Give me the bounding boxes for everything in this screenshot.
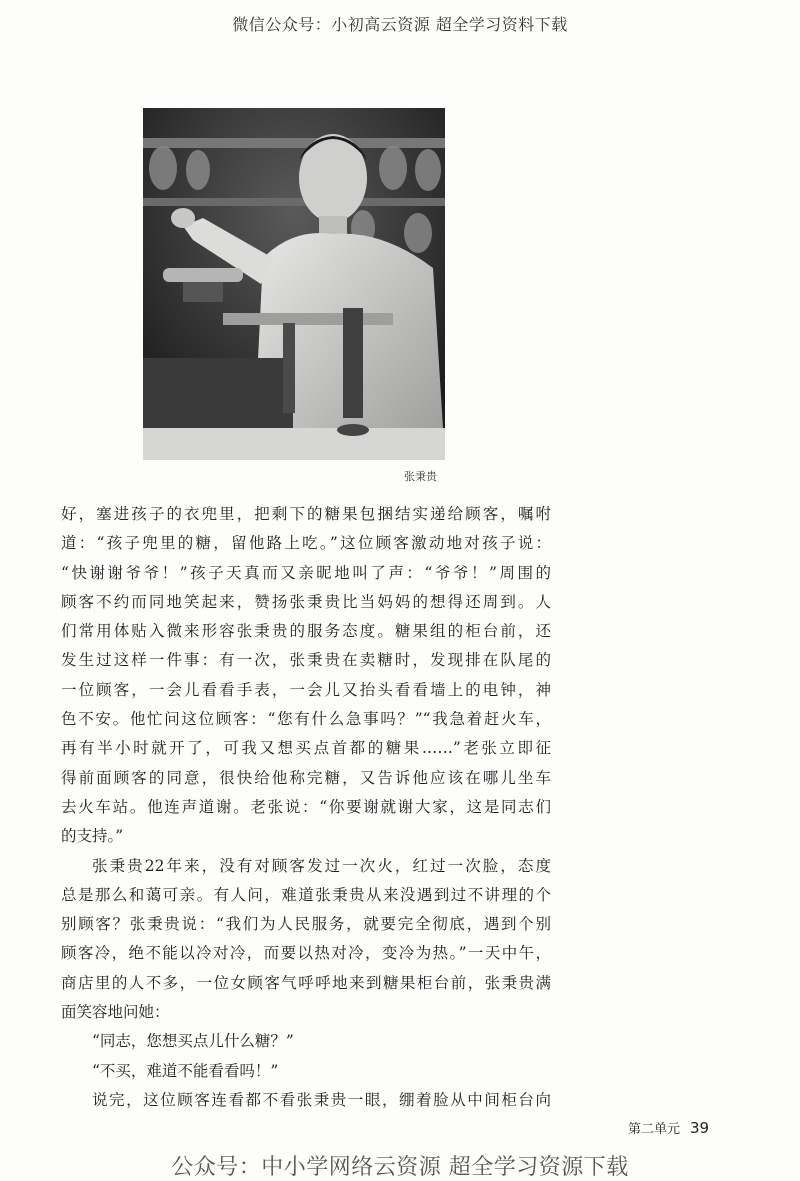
text-line: 发生过这样一件事：有一次，张秉贵在卖糖时，发现排在队尾的 — [61, 651, 551, 670]
text-line: 顾客不约而同地笑起来，赞扬张秉贵比当妈妈的想得还周到。人 — [61, 592, 551, 611]
text-line: “不买，难道不能看看吗！” — [92, 1061, 279, 1080]
watermark: 公众号：中小学网络云资源 超全学习资源下载 — [171, 1155, 629, 1180]
paragraph-2 — [61, 852, 551, 1028]
text-line: 道：“孩子兜里的糖，留他路上吃。”这位顾客激动地对孩子说： — [61, 534, 551, 553]
text-line: 总是那么和蔼可亲。有人问，难道张秉贵从来没遇到过不讲理的个 — [61, 885, 551, 904]
paragraph-5 — [61, 1086, 551, 1115]
text-line: 色不安。他忙问这位顾客：“您有什么急事吗？”“我急着赶火车， — [61, 710, 551, 729]
text-line: 的支持。” — [61, 827, 124, 846]
text-line: “同志，您想买点儿什么糖？” — [92, 1032, 294, 1051]
text-line: 们常用体贴入微来形容张秉贵的服务态度。糖果组的柜台前，还 — [61, 622, 551, 641]
text-line: 说完，这位顾客连看都不看张秉贵一眼，绷着脸从中间柜台向 — [92, 1090, 551, 1109]
paragraph-4 — [61, 1057, 551, 1086]
page-number: 39 — [690, 1119, 710, 1137]
text-line: 一位顾客，一会儿看看手表，一会儿又抬头看看墙上的电钟，神 — [61, 680, 551, 699]
photo-caption: 张秉贵 — [404, 470, 437, 483]
text-line: 别顾客？张秉贵说：“我们为人民服务，就要完全彻底，遇到个别 — [61, 915, 551, 934]
portrait-photo — [143, 108, 445, 460]
text-line: 商店里的人不多，一位女顾客气呼呼地来到糖果柜台前，张秉贵满 — [61, 973, 551, 992]
page-footer — [628, 1118, 709, 1137]
text-line: 好，塞进孩子的衣兜里，把剩下的糖果包捆结实递给顾客，嘱咐 — [61, 505, 551, 523]
text-line: 得前面顾客的同意，很快给他称完糖，又告诉他应该在哪儿坐车 — [61, 768, 551, 787]
text-line: 顾客冷，绝不能以冷对冷，而要以热对冷，变冷为热。”一天中午， — [61, 944, 551, 963]
page-header: 微信公众号：小初高云资源 超全学习资料下载 — [232, 15, 568, 34]
text-line: 面笑容地问她： — [61, 1003, 170, 1022]
paragraph-3 — [61, 1027, 551, 1056]
text-line: “快谢谢爷爷！”孩子天真而又亲昵地叫了声：“爷爷！”周围的 — [61, 563, 551, 582]
article-body — [61, 500, 551, 1115]
paragraph-1 — [61, 500, 551, 852]
unit-label: 第二单元 — [628, 1122, 681, 1137]
text-line: 再有半小时就开了，可我又想买点首都的糖果……”老张立即征 — [61, 739, 551, 758]
text-line: 去火车站。他连声道谢。老张说：“你要谢就谢大家，这是同志们 — [61, 797, 551, 816]
text-line: 张秉贵22年来，没有对顾客发过一次火，红过一次脸，态度 — [92, 856, 551, 875]
